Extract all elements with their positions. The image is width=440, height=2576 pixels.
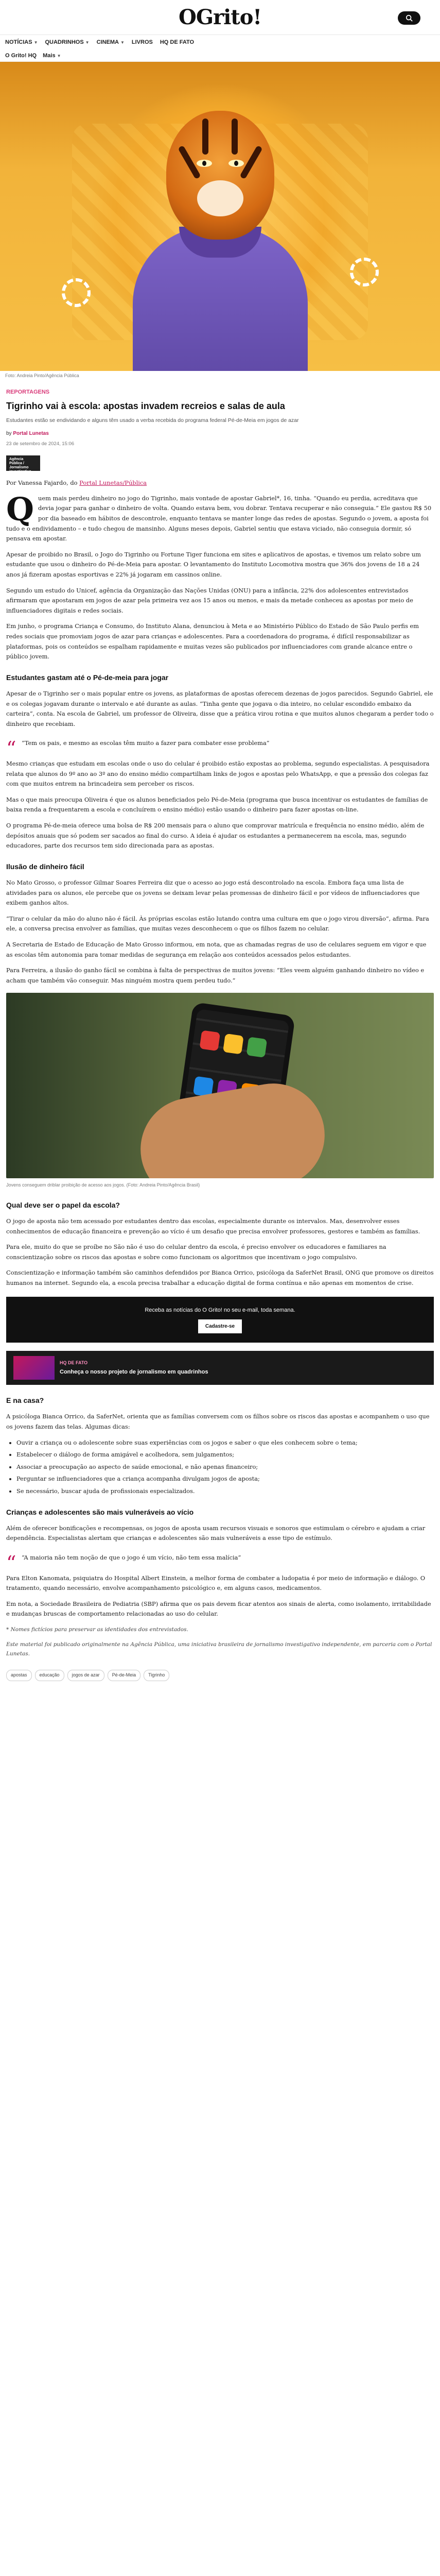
paragraph: Em junho, o programa Criança e Consumo, do Instituto Alana, denunciou à Meta e ao Ministério Público do Estado de São Paulo perfis em redes sociais que promoviam jogos de azar para crianças e adolescentes. Para a coordenadora do programa, é difícil responsabilizar as plataformas, pois os conteúdos se espalham rapidamente e muitas vezes são publicados por influenciadores com grande alcance entre o público jovem. (6, 622, 419, 660)
list-item: • Associar a preocupação ao aspecto de saúde emocional, e não apenas financeiro; (16, 1462, 434, 1472)
app-tile-icon (199, 1030, 220, 1052)
header-top (0, 0, 440, 35)
author-link[interactable]: Portal Lunetas (13, 430, 49, 436)
paragraph: Para Ferreira, a ilusão do ganho fácil se combina à falta de perspectivas de muitos jovens: “Eles veem alguém ganhando dinheiro no vídeo e acham que também vão conseguir. Mas ninguém mostra quem perdeu tudo.” (6, 967, 425, 984)
footnote: * Nomes fictícios para preservar as identidades dos entrevistados. (6, 1626, 188, 1633)
paragraph: Conscientização e informação também são caminhos defendidos por Bianca Orrico, psicóloga da SaferNet Brasil, ONG que promove os direitos humanos na internet. Segundo ela, a escola precisa trabalhar a educação digital de forma contínua e não apenas em momentos de crise. (6, 1269, 434, 1286)
pull-quote: “ “A maioria não tem noção de que o jogo é um vício, não tem essa malícia” (6, 1551, 434, 1565)
tag-list (6, 1670, 434, 1681)
section-heading: Qual deve ser o papel da escola? (6, 1200, 120, 1209)
casino-chip-icon (62, 278, 91, 307)
paragraph: O programa Pé-de-meia oferece uma bolsa de R$ 200 mensais para o aluno que comprovar matrícula e frequência no ensino médio, além de depósitos anuais que só podem ser sacados ao final do curso. A ideia é ajudar os estudantes a permanecerem na escola, mas, segundo educadores, parte dos recursos tem sido direcionada para as apostas. (6, 822, 425, 850)
nav-item-livros[interactable] (132, 39, 153, 45)
photo-caption: Jovens conseguem driblar proibição de acesso aos jogos. (Foto: Andreia Pinto/Agência Brasil) (6, 1182, 200, 1188)
chevron-down-icon: ▼ (85, 40, 90, 45)
byline-prefix: by (6, 430, 12, 436)
tiger-stripe (202, 118, 208, 155)
chevron-down-icon: ▼ (33, 40, 38, 45)
paragraph-text: uem mais perdeu dinheiro no jogo do Tigrinho, mais vontade de apostar Gabriel*, 16, tinha. “Quando eu perdia, acreditava que devia jogar para ganhar o dinheiro de volta. Quando estava bem, vou dobrar. Tentava recuperar e não conseguia.” Ele gastou R$ 50 por dia baseado em hábitos de descontrole, enquanto tentava se manter longe das redes de apostas. Segundo o jovem, a aposta foi tudo e o endividamento – e tudo chegou de mansinho. Alguns meses depois, Gabriel sentiu que estava viciado, não conseguia dormir, só pensava em apostar. (6, 494, 432, 543)
byline (6, 429, 434, 438)
list-item: • Se necessário, buscar ajuda de profissionais especializados. (16, 1486, 434, 1497)
nav-item-mais[interactable] (43, 53, 61, 59)
main-nav (0, 35, 440, 49)
tiger-snout (197, 180, 243, 216)
author-line (6, 478, 434, 488)
promo-banner[interactable] (6, 1351, 434, 1385)
nav-label: QUADRINHOS (45, 39, 84, 45)
pull-quote: “ “Tem os pais, e mesmo as escolas têm muito a fazer para combater esse problema” (6, 736, 434, 751)
partner-logo-row (6, 455, 434, 474)
list-item: • Ouvir a criança ou o adolescente sobre suas experiências com os jogos e saber o que eles conhecem sobre o tema; (16, 1438, 434, 1448)
list-item: • Estabelecer o diálogo de forma amigável e acolhedora, sem julgamentos; (16, 1450, 434, 1460)
nav-label: HQ DE FATO (160, 39, 195, 45)
nav-item-hq-de-fato[interactable] (160, 39, 194, 45)
newsletter-box (6, 1297, 434, 1343)
site-logo[interactable]: OGrito! (179, 5, 261, 29)
search-button[interactable] (398, 11, 420, 25)
author-line-link[interactable]: Portal Lunetas/Pública (79, 479, 147, 487)
tag[interactable]: Pé-de-Meia (108, 1670, 141, 1681)
promo-text (60, 1359, 208, 1377)
paragraph: A psicóloga Bianca Orrico, da SaferNet, orienta que as famílias conversem com os filhos sobre os riscos das apostas e acompanhem o uso que os jovens fazem das telas. Algumas dicas: (6, 1413, 430, 1430)
tag[interactable]: jogos de azar (67, 1670, 104, 1681)
section-heading: E na casa? (6, 1396, 44, 1405)
paragraph: “Tirar o celular da mão do aluno não é fácil. Às próprias escolas estão lutando contra uma cultura em que o jogo virou diversão”, afirma. Para ele, a conversa precisa envolver as famílias, que muitas vezes desconhecem o que os filhos fazem no celular. (6, 914, 429, 933)
tips-list (16, 1438, 434, 1497)
tiger-eye (228, 160, 244, 167)
nav-label: CINEMA (96, 39, 119, 45)
paragraph: No Mato Grosso, o professor Gilmar Soares Ferreira diz que o acesso ao jogo está descontrolado na escola. Embora faça uma lista de atividades para os alunos, ele percebe que os jovens se deixam levar pelas promessas de dinheiro fácil e por vídeos de influenciadores que exibem ganhos altos. (6, 878, 420, 907)
section-heading: Crianças e adolescentes são mais vulneráveis ao vício (6, 1507, 194, 1516)
paragraph: Para ele, muito do que se proíbe no São não é uso do celular dentro da escola, é preciso envolver os educadores e familiares na conscientização sobre os riscos das apostas e sobre como funcionam os algoritmos que incentivam o jogo compulsivo. (6, 1243, 386, 1261)
nav-item-noticias[interactable] (5, 39, 38, 45)
paragraph: Apesar de proibido no Brasil, o Jogo do Tigrinho ou Fortune Tiger funciona em sites e aplicativos de apostas, e tivemos um relato sobre um estudante que usou o dinheiro do Pé-de-Meia para apostar. O levantamento do Instituto Locomotiva mostra que 36% dos jovens de 18 a 24 anos já fizeram apostas esportivas e 22% já jogaram em cassinos online. (6, 550, 421, 578)
promo-kicker: HQ DE FATO (60, 1360, 88, 1366)
section-heading: Estudantes gastam até o Pé-de-meia para jogar (6, 673, 169, 682)
article (0, 380, 440, 1707)
paragraph: A Secretaria de Estado de Educação de Mato Grosso informou, em nota, que as chamadas regras de uso de celulares seguem em vigor e que as escolas têm autonomia para tomar medidas de segurança em relação aos conteúdos acessados pelos estudantes. (6, 940, 427, 958)
drop-cap: Q (6, 490, 34, 528)
nav-item-quadrinhos[interactable] (45, 39, 89, 45)
paragraph (6, 490, 434, 544)
newsletter-button[interactable]: Cadastre-se (198, 1319, 242, 1333)
article-kicker[interactable]: REPORTAGENS (6, 389, 50, 395)
paragraph: Mas o que mais preocupa Oliveira é que os alunos beneficiados pelo Pé-de-Meia (programa que busca incentivar os estudantes de famílias de baixa renda a frequentarem a escola e concluírem o ensino médio) estão usando o dinheiro para fazer apostas on-line. (6, 795, 428, 814)
agencia-publica-logo[interactable]: Agência Pública / Jornalismo investigativo (6, 455, 40, 471)
author-line-text: Por Vanessa Fajardo, do (6, 479, 78, 487)
nav-item-cinema[interactable] (97, 39, 125, 45)
hand-illustration (132, 1076, 332, 1179)
paragraph: Em nota, a Sociedade Brasileira de Pediatria (SBP) afirma que os pais devem ficar atentos aos sinais de alerta, como isolamento, irritabilidade e mudanças bruscas de comportamento relacionadas ao uso do celular. (6, 1600, 431, 1618)
paragraph: Apesar de o Tigrinho ser o mais popular entre os jovens, as plataformas de apostas oferecem dezenas de jogos parecidos. Segundo Gabriel, ele e os colegas jogavam durante o intervalo e até durante as aulas. “Tinha gente que jogava o dia inteiro, no celular escondido embaixo da carteira”, conta. Na escola de Gabriel, um professor de Oliveira, disse que a prática virou rotina e que muitos alunos chegaram a perder todo o dinheiro que recebiam. (6, 689, 434, 727)
sub-nav (0, 49, 440, 62)
hero-credit: Foto: Andreia Pinto/Agência Pública (5, 373, 79, 378)
site-header (0, 0, 440, 62)
paragraph: Segundo um estudo do Unicef, agência da Organização das Nações Unidas (ONU) para a infância, 22% dos adolescentes entrevistados afirmaram que apostaram em jogos de azar pela primeira vez aos 15 anos ou menos, e mais da metade conheceu as apostas por meio de influenciadores digitais e redes sociais. (6, 586, 413, 614)
tiger-eye (197, 160, 212, 167)
paragraph: Para Elton Kanomata, psiquiatra do Hospital Albert Einstein, a melhor forma de combater a ludopatia é por meio de informação e diálogo. O tratamento, quando necessário, envolve acompanhamento psicológico e, em alguns casos, medicamentos. (6, 1574, 426, 1592)
tag[interactable]: educação (35, 1670, 64, 1681)
hero-image (0, 62, 440, 371)
article-subtitle: Estudantes estão se endividando e alguns têm usado a verba recebida do programa federal Pé-de-Meia em jogos de azar (6, 417, 299, 424)
tiger-stripe (232, 118, 238, 155)
promo-thumbnail (13, 1356, 55, 1380)
search-icon (406, 14, 413, 22)
casino-chip-icon (350, 258, 379, 286)
chevron-down-icon: ▼ (57, 53, 61, 58)
nav-label: Mais (43, 52, 56, 59)
paragraph: O jogo de aposta não tem acessado por estudantes dentro das escolas, especialmente durante os intervalos. Mas, desenvolver esses conhecimentos de educação financeira e prevenção ao vício é um desafio que precisa envolver professores, gestores e também as famílias. (6, 1217, 420, 1235)
paragraph: Mesmo crianças que estudam em escolas onde o uso do celular é proibido estão expostas ao problema, segundo especialistas. A pesquisadora relata que alunos do 9º ano ao 3º ano do ensino médio compartilham links de jogos e apostas pelo WhatsApp, e que a pressão dos colegas faz com que muitos entrem na brincadeira sem perceber os riscos. (6, 759, 430, 788)
nav-label: LIVROS (131, 39, 153, 45)
paragraph: Além de oferecer bonificações e recompensas, os jogos de aposta usam recursos visuais e sonoros que estimulam o cérebro e ajudam a criar dependência. Especialistas alertam que crianças e adolescentes são mais vulneráveis a esse tipo de estímulo. (6, 1524, 426, 1542)
promo-title: Conheça o nosso projeto de jornalismo em quadrinhos (60, 1368, 208, 1375)
section-heading: Ilusão de dinheiro fácil (6, 862, 84, 871)
newsletter-text: Receba as notícias do O Grito! no seu e-mail, toda semana. (145, 1307, 295, 1313)
app-tile-icon (223, 1033, 244, 1055)
article-photo-phone (6, 993, 434, 1178)
tag[interactable]: Tigrinho (144, 1670, 169, 1681)
app-tile-icon (247, 1037, 268, 1058)
nav-label: NOTÍCIAS (5, 39, 32, 45)
chevron-down-icon: ▼ (120, 40, 125, 45)
tiger-head-illustration (166, 111, 274, 240)
nav-item-ogrito-hq[interactable]: O Grito! HQ (5, 52, 37, 59)
article-title: Tigrinho vai à escola: apostas invadem recreios e salas de aula (6, 400, 285, 411)
footnote: Este material foi publicado originalmente na Agência Pública, uma iniciativa brasileira de jornalismo investigativo independente, em parceria com o Portal Lunetas. (6, 1641, 432, 1657)
list-item: • Perguntar se influenciadores que a criança acompanha divulgam jogos de aposta; (16, 1474, 434, 1484)
publish-date: 23 de setembro de 2024, 15:06 (6, 440, 75, 447)
tag[interactable]: apostas (6, 1670, 32, 1681)
